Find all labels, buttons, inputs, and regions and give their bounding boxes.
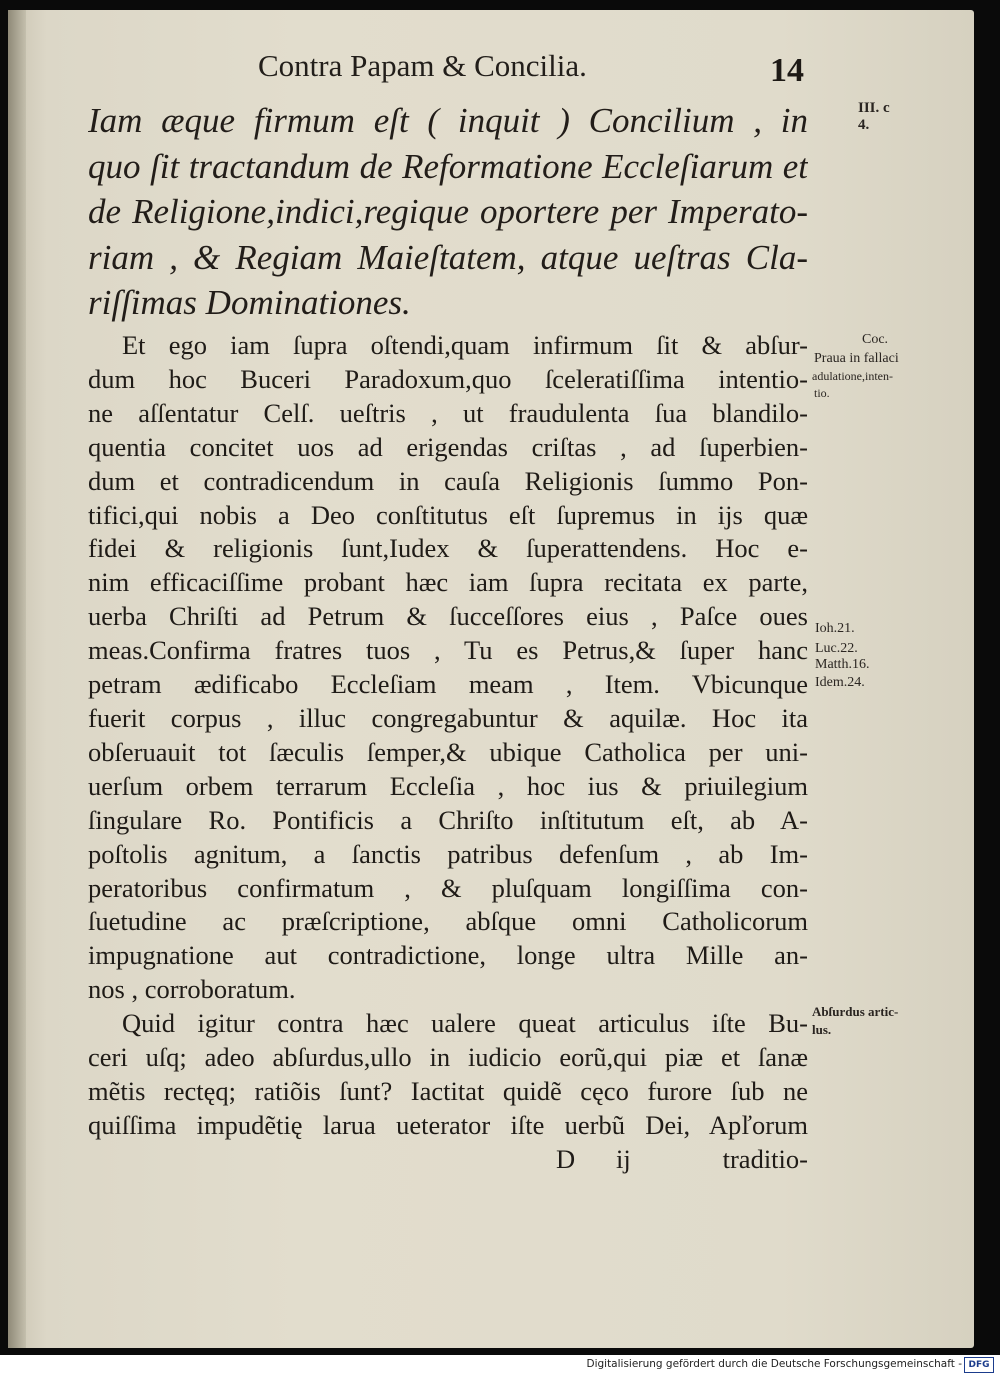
funding-credit: Digitalisierung gefördert durch die Deutsche Forschungsgemeinschaft - bbox=[586, 1358, 962, 1370]
text-line: dum hoc Buceri Paradoxum,quo ſceleratiſſima intentio- bbox=[88, 363, 808, 394]
text-line: meas.Confirma fratres tuos , Tu es Petrus,& ſuper hanc bbox=[88, 635, 808, 666]
margin-note: III. c 4. bbox=[858, 100, 890, 133]
margin-note: Ioh.21. bbox=[815, 621, 855, 636]
catchword: traditio- bbox=[722, 1143, 808, 1174]
text-line: ne aſſentatur Celſ. ueſtris , ut fraudulenta ſua blandilo- bbox=[88, 397, 808, 428]
margin-note: adulatione,inten- bbox=[812, 369, 893, 383]
text-line: nim efficaciſſime probant hæc iam ſupra recitata ex parte, bbox=[88, 567, 808, 598]
body-text bbox=[88, 329, 808, 1177]
text-line: nos , corroboratum. bbox=[88, 974, 296, 1005]
text-line: peratoribus confirmatum , & pluſquam longiſſima con- bbox=[88, 872, 808, 903]
margin-note: Matth.16. bbox=[815, 657, 870, 672]
text-line: mẽtis rectęq; ratiõis ſunt? Iactitat quidẽ cęco furore ſub ne bbox=[88, 1075, 808, 1106]
text-line: quentia concitet uos ad erigendas criſtas , ad ſuperbien- bbox=[88, 431, 808, 462]
text-line: uerſum orbem terrarum Eccleſia , hoc ius & priuilegium bbox=[88, 770, 808, 801]
text-line: fidei & religionis ſunt,Iudex & ſuperattendens. Hoc e- bbox=[88, 533, 808, 564]
text-line: fuerit corpus , illuc congregabuntur & aquilæ. Hoc ita bbox=[88, 702, 808, 733]
signature-mark: D bbox=[556, 1143, 576, 1174]
text-line: tifici,qui nobis a Deo conſtitutus eſt ſupremus in ijs quæ bbox=[88, 499, 808, 530]
text-line: impugnatione aut contradictione, longe ultra Mille an- bbox=[88, 940, 808, 971]
text-line: uerba Chriſti ad Petrum & ſucceſſores eius , Paſce oues bbox=[88, 601, 808, 632]
margin-note: Idem.24. bbox=[815, 675, 865, 690]
dfg-logo: DFG bbox=[964, 1357, 994, 1373]
quoted-line: Iam æque firmum eſt ( inquit ) Concilium , in bbox=[88, 101, 808, 140]
quoted-line: de Religione,indici,regique oportere per Imperato- bbox=[88, 192, 808, 231]
margin-note: Praua in fallaci bbox=[814, 351, 899, 366]
text-line: quiſſima impudẽtię larua ueterator iſte uerbũ Dei, Apľorum bbox=[88, 1109, 808, 1140]
page-number: 14 bbox=[770, 52, 804, 89]
quoted-line: riſſimas Dominationes. bbox=[88, 283, 411, 322]
text-line: ſingulare Ro. Pontificis a Chriſto inſtitutum eſt, ab A- bbox=[88, 804, 808, 835]
quoted-line: riam , & Regiam Maieſtatem, atque ueſtras Cla- bbox=[88, 237, 808, 277]
page-gutter bbox=[8, 10, 26, 1348]
quoted-line: quo ſit tractandum de Reformatione Eccleſiarum et bbox=[88, 146, 808, 186]
text-line: obſeruauit tot ſæculis ſemper,& ubique Catholica per uni- bbox=[88, 736, 808, 767]
margin-note: Luc.22. bbox=[815, 641, 858, 656]
signature-numeral: ij bbox=[616, 1143, 631, 1174]
running-head: Contra Papam & Concilia. bbox=[258, 48, 587, 83]
text-line: Et ego iam ſupra oſtendi,quam infirmum ſit & abſur- bbox=[122, 330, 808, 360]
text-line: Quid igitur contra hæc ualere queat articulus iſte Bu- bbox=[122, 1008, 808, 1039]
margin-note: Coc. bbox=[862, 332, 889, 347]
text-line: ſuetudine ac præſcriptione, abſque omni Catholicorum bbox=[88, 906, 808, 937]
text-line: ceri uſq; adeo abſurdus,ullo in iudicio eorũ,qui piæ et ſanæ bbox=[88, 1042, 808, 1073]
signature-line bbox=[88, 1143, 808, 1177]
quoted-passage bbox=[88, 98, 808, 326]
text-line: poſtolis agnitum, a ſanctis patribus defenſum , ab Im- bbox=[88, 838, 808, 869]
text-line: dum et contradicendum in cauſa Religionis ſummo Pon- bbox=[88, 465, 808, 496]
text-line: petram ædificabo Eccleſiam meam , Item. Vbicunque bbox=[88, 669, 808, 700]
margin-note: tio. bbox=[814, 386, 830, 400]
margin-note: lus. bbox=[812, 1022, 832, 1037]
margin-note: Abſurdus artic- bbox=[812, 1004, 899, 1019]
